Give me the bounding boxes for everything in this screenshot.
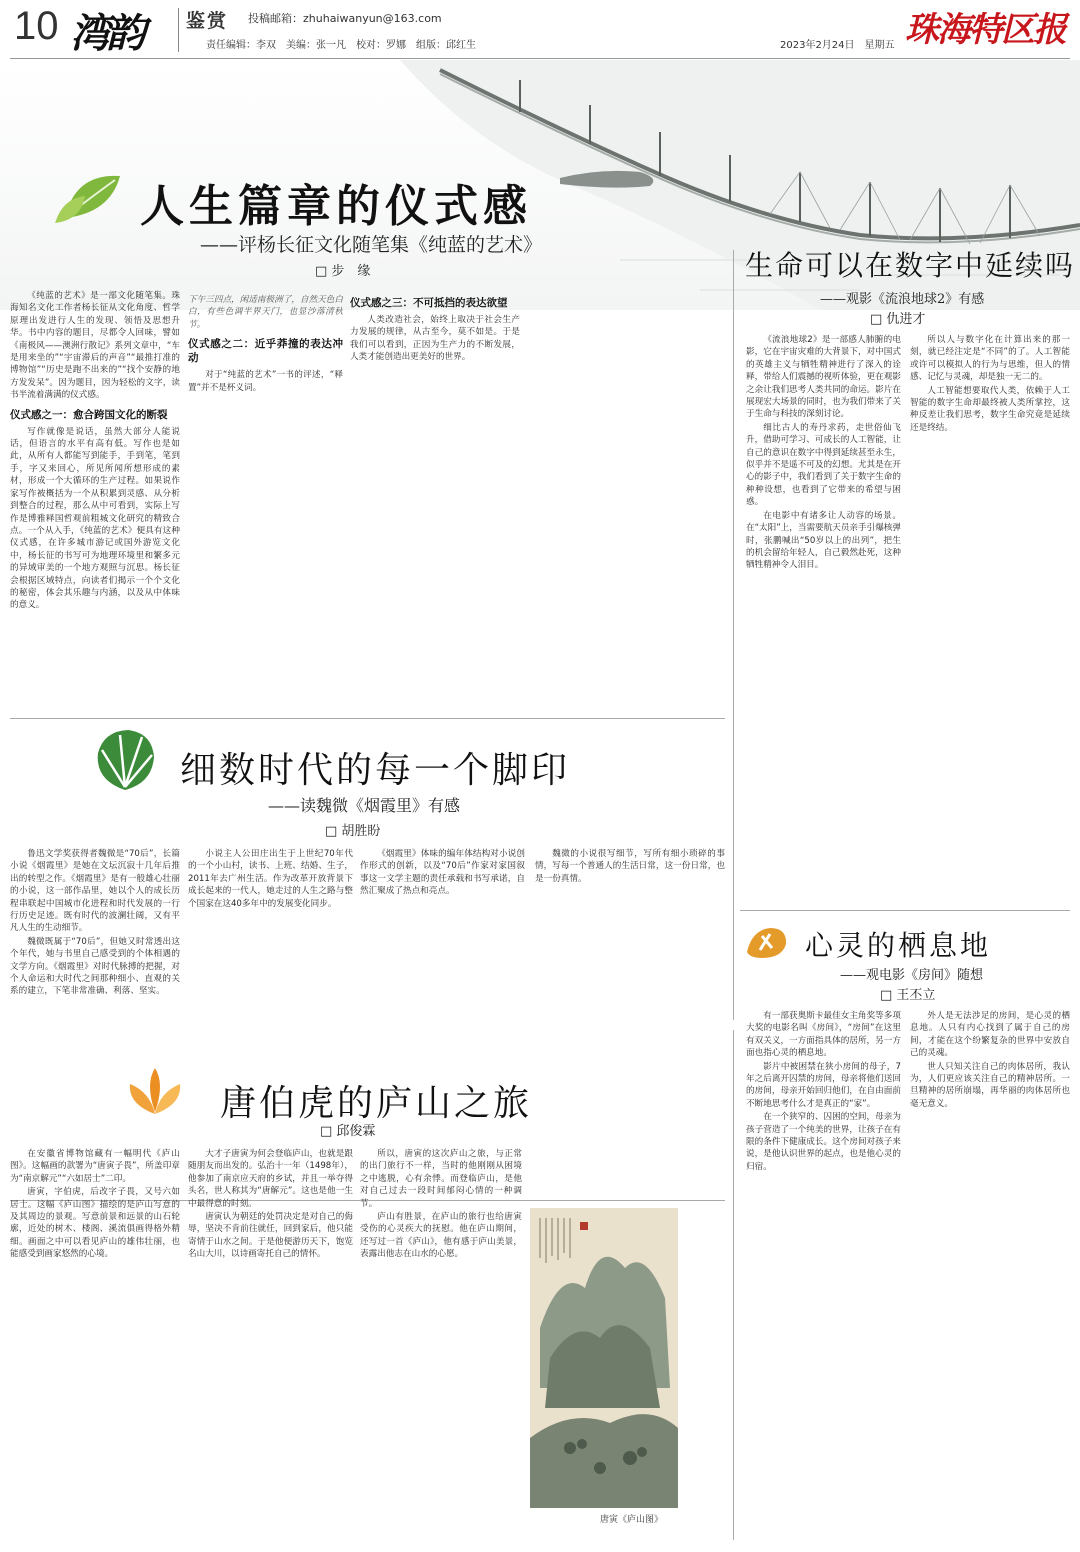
article-column	[10, 1148, 180, 1543]
section-name: 鉴赏	[186, 10, 229, 32]
poem-quote: 下午三四点，闲适南极洲了，自然天色白白，有些色调半界天门，也显沙落清秋节。	[188, 295, 343, 330]
paragraph: 细比古人的寿丹求药，走世俗仙飞升，借助可学习、可成长的人工智能，让自己的意识在数字中得到延续甚至永生，似乎并不是遥不可及的幻想。尤其是在开心的影子中，我们看到了关于数字生命的种种设想，也看到了它带来的希望与困惑。	[746, 422, 901, 508]
paragraph: 唐寅认为朝廷的处罚决定是对自己的侮辱，坚决不肯前往就任，回到家后，他只能寄情于山水之间。于是他便游历天下，饱览名山大川，以诗画寄托自己的情怀。	[188, 1212, 353, 1260]
paragraph: 所以，唐寅的这次庐山之旅，与正常的出门旅行不一样，当时的他刚刚从困境之中逃脱，心有余悸。而登临庐山，是他对自己过去一段时间郁闷心情的一种调节。	[360, 1149, 522, 1209]
section-subhead: 仪式感之二：近乎莽撞的表达冲动	[188, 338, 343, 365]
article-column	[10, 848, 180, 1193]
paragraph: 在一个狭窄的、囚困的空间，母亲为孩子营造了一个纯美的世界，让孩子在有限的条件下健康成长。这个房间对孩子来说，是他认识世界的起点，也是他心灵的归宿。	[746, 1112, 901, 1172]
painting-caption: 唐寅《庐山图》	[600, 1515, 664, 1525]
article-subtitle-footprint: ——读魏微《烟霞里》有感	[268, 796, 461, 815]
article-column	[188, 1148, 353, 1543]
article-subtitle-home: ——观电影《房间》随想	[840, 968, 984, 983]
article-column	[350, 290, 520, 710]
section-divider	[740, 910, 1070, 911]
column-divider	[733, 250, 734, 1020]
page-number: 10	[14, 4, 59, 48]
article-column	[188, 848, 353, 1193]
article-subtitle-ritual: ——评杨长征文化随笔集《纯蓝的艺术》	[200, 234, 543, 256]
article-author-digital: □ 仇进才	[870, 312, 926, 327]
section-divider	[10, 718, 725, 719]
section-subhead: 仪式感之三：不可抵挡的表达欲望	[350, 297, 508, 309]
paragraph: 有一部获奥斯卡最佳女主角奖等多项大奖的电影名叫《房间》，“房间”在这里有双关义，一方面指具体的居所，另一方面也指心灵的栖息地。	[746, 1011, 901, 1059]
paragraph: 在安徽省博物馆藏有一幅明代《庐山图》。这幅画的款署为“唐寅子畏”，所盖印章为“南京解元”“六如居士”二印。	[10, 1149, 180, 1184]
article-title-home: 心灵的栖息地	[805, 929, 992, 962]
paragraph: 鲁迅文学奖获得者魏微是“70后”，长篇小说《烟霞里》是她在文坛沉寂十几年后推出的转型之作。《烟霞里》是有一般雄心壮丽的小说，这一部作品里，她以个人的成长历程串联起中国城市化进程和时代发展的一行行历史足迹。既有时代的波澜壮阔，又有平凡人生的生动细节。	[10, 849, 180, 934]
paragraph: 对于“纯蓝的艺术”一书的评述，“释置”并不是杯义词。	[188, 370, 343, 393]
section-subhead: 仪式感之一：愈合跨国文化的断裂	[10, 408, 168, 421]
landscape-painting-illustration	[530, 1208, 678, 1508]
masthead-separator	[178, 8, 179, 52]
paragraph: 人类改造社会，始终上取决于社会生产力发展的规律，从古至今，莫不如是。于是我们可以看到，正因为生产力的不断发展，人类才能创造出更美好的世界。	[350, 315, 520, 363]
paragraph: 在电影中有诸多让人动容的场景。在“太阳”上，当需要航天员亲手引爆核弹时，张鹏喊出“50岁以上的出列”，把生的机会留给年轻人，自己毅然赴死，这种牺牲精神令人泪目。	[746, 510, 901, 571]
paragraph: 魏微的小说很写细节，写所有细小琐碎的事情，写每一个普通人的生活日常，这一份日常，也是一份真情。	[535, 849, 725, 884]
article-column	[10, 290, 180, 710]
article-column	[360, 1148, 522, 1543]
ink-blot-ornament-icon	[742, 922, 792, 962]
paragraph: 世人只知关注自己的肉体居所，我认为，人们更应该关注自己的精神居所。一旦精神的居所崩塌，再华丽的肉体居所也毫无意义。	[910, 1061, 1070, 1109]
paragraph: 唐寅，字伯虎，后改字子畏，又号六如居士。这幅《庐山图》描绘的是庐山写意的及其周边的景观。写意前景和远景的山石轮廓，近处的树木、楼阁、溪流俱画得格外精细。画面之中可以看见庐山的雄伟壮丽，也能感受到画家悠然的心境。	[10, 1187, 180, 1260]
article-author-footprint: □ 胡胜盼	[325, 824, 381, 839]
paragraph: 人工智能想要取代人类，依赖于人工智能的数字生命却最终被人类所掌控，这种反差让我们思考，数字生命究竟是延续还是终结。	[910, 385, 1070, 433]
paragraph: 《纯蓝的艺术》是一部文化随笔集。珠海知名文化工作者杨长征从文化角度、哲学原理出发进行人生的发现、领悟及思想升华。书中内容的题目，尽都令人回味，譬如《南极风——澳洲行散记》系列文章中，“车是用来坐的”“宇宙滞后的声音”“最推打准的博物馆”“历史是跑不出来的”“找个安静的地方发发呆”。因为题目，因为轻松的文字，读书半流着满满的仪式感。	[10, 291, 180, 401]
article-column	[535, 848, 725, 1193]
article-title-footprint: 细数时代的每一个脚印	[180, 750, 571, 791]
paragraph: 写作就像是说话，虽然大部分人能说话，但语言的水平有高有低。写作也是如此，从所有人都能写到能手，手到笔，笔到手，字又来回心，所见所闻所想形成的素材，形成一个大循环的生产过程。如果说作家写作被概括为一个从积累到灵感、从分析到整合的过程，那么从中可看到，实际上写作是博雅释国哲观前粗城文化研究的精致合点。一个从入手，《纯蓝的艺术》便具有这种仪式感，在许多城市游记或国外游览文化中，杨长征的书写可为地理环境里和繁多元的异域审美的一个地方观照与沉思。杨长征会根据区域特点，向读者们揭示一个个文化的秘密，体会其乐趣与内涵，以及从中体味的意义。	[10, 426, 180, 611]
article-subtitle-digital: ——观影《流浪地球2》有感	[820, 292, 985, 307]
article-column	[360, 848, 525, 1193]
paragraph: 庐山有胜景，在庐山的旅行也给唐寅受伤的心灵疾大的抚慰。他在庐山期间，还写过一首《庐山》，他有感于庐山美景，表露出他志在山水的心愿。	[360, 1212, 522, 1260]
leaf-ornament-icon	[55, 168, 125, 228]
masthead	[0, 0, 1080, 60]
article-title-tangyin: 唐伯虎的庐山之旅	[220, 1083, 533, 1124]
paragraph: 《流浪地球2》是一部感人肺腑的电影，它在宇宙灾难的大背景下，对中国式的英雄主义与牺牲精神进行了深入的诠释，带给人们震撼的视听体验，更在观影之余让我们思考人类共同的命运。影片在展现宏大场景的同时，也为我们带来了关于生命与科技的深刻讨论。	[746, 335, 901, 420]
editor-credits: 责任编辑：李双 美编：张一凡 校对：罗娜 组版：邱红生	[206, 40, 476, 51]
column-divider	[733, 1030, 734, 1540]
article-author-tangyin: □ 邱俊霖	[320, 1124, 376, 1139]
publication-date: 2023年2月24日 星期五	[780, 40, 895, 51]
column-logo: 湾韵	[70, 10, 142, 57]
newspaper-logo: 珠海特区报	[905, 10, 1065, 50]
paragraph: 《烟霞里》体味的编年体结构对小说创作形式的创新，以及“70后”作家对家国叙事这一文学主题的责任承载和书写承诺，自然汇聚成了热点和亮点。	[360, 849, 525, 897]
article-column	[746, 1010, 901, 1540]
article-column	[910, 334, 1070, 894]
article-title-digital: 生命可以在数字中延续吗	[745, 249, 1076, 282]
article-author-home: □ 王丕立	[880, 988, 936, 1003]
article-column	[910, 1010, 1070, 1540]
article-column	[188, 290, 343, 710]
monstera-leaf-icon	[90, 725, 160, 795]
paragraph: 影片中被困禁在狭小房间的母子，7年之后离开囚禁的房间，母亲将他们送回的房间，母亲开始回归他们，在自由面前不断地思考什么才是真正的“家”。	[746, 1061, 901, 1109]
lushan-painting-image	[530, 1208, 678, 1508]
paragraph: 大才子唐寅为何会登临庐山，也就是跟随朋友而出发的。弘治十一年（1498年），他参加了南京应天府的乡试，并且一举夺得头名，世人称其为“唐解元”。这也是他一生中最得意的时刻。	[188, 1149, 353, 1209]
article-author-ritual: □ 步 缘	[315, 264, 371, 279]
paragraph: 魏微既属于“70后”，但她又时常透出这个年代，她与书里自己感受到的个体相遇的文学方向。《烟霞里》对时代脉搏的把握，对个人命运和大时代之间那种细小、直观的关系的建立，下笔非常准确、利落、坚实。	[10, 936, 180, 997]
paragraph: 外人是无法涉足的房间，是心灵的栖息地。人只有内心找到了属于自己的房间，才能在这个纷繁复杂的世界中安放自己的灵魂。	[910, 1011, 1070, 1059]
article-title-ritual: 人生篇章的仪式感	[140, 181, 532, 232]
masthead-rule	[10, 58, 1070, 59]
submit-email: 投稿邮箱：zhuhaiwanyun@163.com	[248, 12, 442, 25]
article-column	[746, 334, 901, 894]
flower-ornament-icon	[120, 1064, 190, 1119]
paragraph: 所以人与数字化在计算出来的那一刻，就已经注定是“不同”的了。人工智能或许可以模拟人的行为与思维，但人的情感、记忆与灵魂，却是独一无二的。	[910, 335, 1070, 383]
paragraph: 小说主人公田庄出生于上世纪70年代的一个小山村，读书、上班、结婚、生子，2011年去广州生活。作为改革开放背景下成长起来的一代人，她走过的人生之路与整个国家在这40多年中的发展变化同步。	[188, 849, 353, 909]
